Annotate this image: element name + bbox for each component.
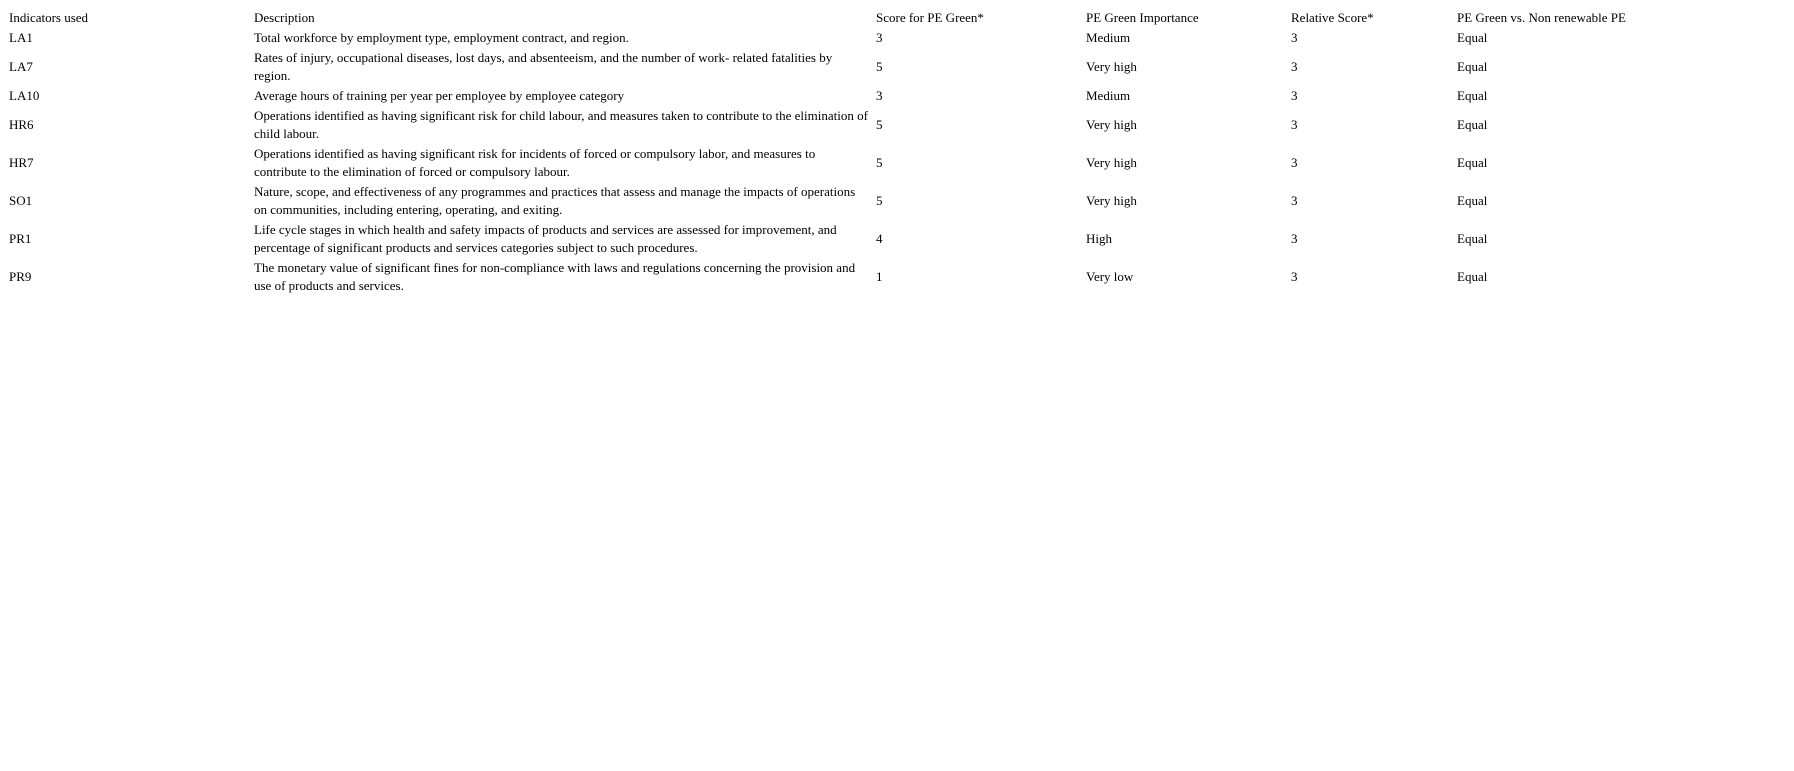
header-score: Score for PE Green*	[876, 10, 984, 25]
cell-score: 5	[876, 59, 883, 74]
cell-relative-score: 3	[1291, 269, 1298, 284]
cell-indicator: LA1	[9, 30, 33, 45]
cell-score: 5	[876, 193, 883, 208]
cell-importance: Very high	[1086, 117, 1137, 132]
table-row	[6, 48, 1654, 86]
cell-importance: Very high	[1086, 59, 1137, 74]
cell-score: 5	[876, 155, 883, 170]
cell-comparison: Equal	[1457, 231, 1488, 246]
table-row	[6, 220, 1654, 258]
cell-description: Life cycle stages in which health and safety impacts of products and services are assessed for improvement, and percentage of significant products and services categories subject to such procedures.	[254, 222, 837, 255]
cell-comparison: Equal	[1457, 88, 1488, 103]
table-row	[6, 86, 1654, 106]
cell-description: Total workforce by employment type, employment contract, and region.	[254, 30, 629, 45]
cell-relative-score: 3	[1291, 193, 1298, 208]
cell-relative-score: 3	[1291, 88, 1298, 103]
table-row	[6, 182, 1654, 220]
cell-importance: Medium	[1086, 88, 1131, 103]
cell-importance: Medium	[1086, 30, 1131, 45]
header-description: Description	[254, 10, 315, 25]
cell-indicator: LA7	[9, 59, 33, 74]
cell-score: 3	[876, 30, 883, 45]
cell-relative-score: 3	[1291, 59, 1298, 74]
cell-description: Average hours of training per year per employee by employee category	[254, 88, 625, 103]
header-relative-score: Relative Score*	[1291, 10, 1374, 25]
cell-indicator: LA10	[9, 88, 40, 103]
table-header-row	[6, 8, 1654, 28]
cell-indicator: SO1	[9, 193, 33, 208]
cell-description: Operations identified as having significant risk for child labour, and measures taken to contribute to the elimination of child labour.	[254, 108, 868, 141]
cell-relative-score: 3	[1291, 231, 1298, 246]
cell-comparison: Equal	[1457, 59, 1488, 74]
cell-comparison: Equal	[1457, 269, 1488, 284]
cell-description: Rates of injury, occupational diseases, lost days, and absenteeism, and the number of work- related fatalities by region.	[254, 50, 833, 83]
cell-comparison: Equal	[1457, 193, 1488, 208]
cell-description: Operations identified as having significant risk for incidents of forced or compulsory labor, and measures to contribute to the elimination of forced or compulsory labour.	[254, 146, 816, 179]
table-row	[6, 106, 1654, 144]
cell-importance: High	[1086, 231, 1112, 246]
cell-indicator: HR7	[9, 155, 34, 170]
cell-indicator: PR1	[9, 231, 32, 246]
header-importance: PE Green Importance	[1086, 10, 1199, 25]
table-row	[6, 258, 1654, 296]
table-row	[6, 144, 1654, 182]
cell-comparison: Equal	[1457, 117, 1488, 132]
table-row	[6, 28, 1654, 48]
cell-description: Nature, scope, and effectiveness of any programmes and practices that assess and manage the impacts of operations on communities, including entering, operating, and exiting.	[254, 184, 856, 217]
cell-description: The monetary value of significant fines for non-compliance with laws and regulations concerning the provision and use of products and services.	[254, 260, 856, 293]
cell-indicator: PR9	[9, 269, 32, 284]
header-indicator: Indicators used	[9, 10, 89, 25]
cell-importance: Very high	[1086, 155, 1137, 170]
cell-comparison: Equal	[1457, 155, 1488, 170]
cell-relative-score: 3	[1291, 155, 1298, 170]
cell-indicator: HR6	[9, 117, 34, 132]
cell-score: 1	[876, 269, 883, 284]
cell-score: 5	[876, 117, 883, 132]
cell-score: 4	[876, 231, 883, 246]
cell-relative-score: 3	[1291, 30, 1298, 45]
cell-importance: Very low	[1086, 269, 1134, 284]
cell-comparison: Equal	[1457, 30, 1488, 45]
cell-score: 3	[876, 88, 883, 103]
cell-relative-score: 3	[1291, 117, 1298, 132]
header-comparison: PE Green vs. Non renewable PE	[1457, 10, 1626, 25]
indicators-table	[6, 8, 1654, 296]
cell-importance: Very high	[1086, 193, 1137, 208]
